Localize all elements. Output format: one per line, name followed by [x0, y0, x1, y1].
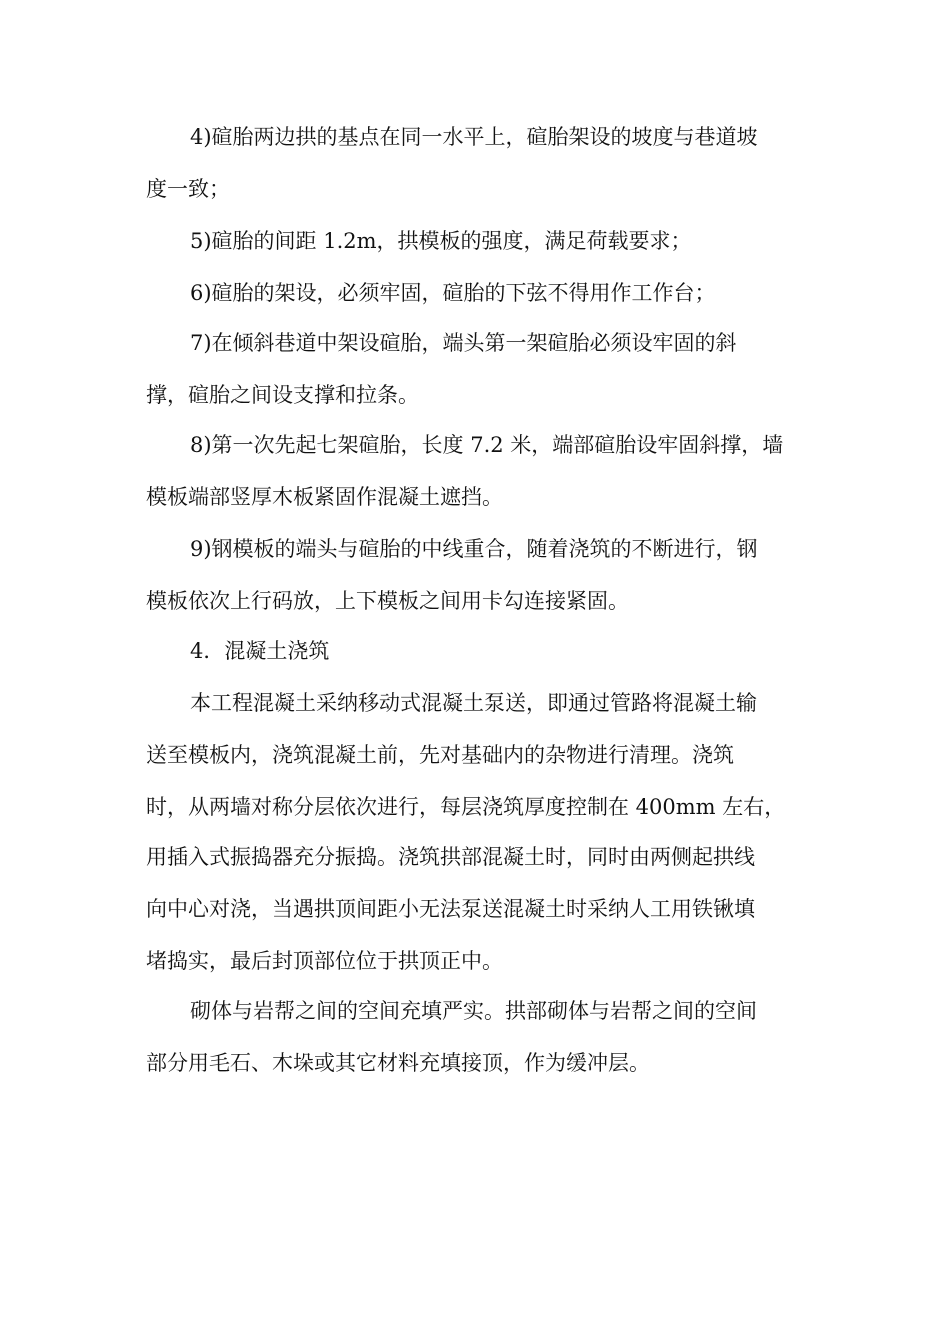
text-line-19: 部分用毛石、木垛或其它材料充填接顶，作为缓冲层。 [146, 1051, 650, 1075]
text-line-12: 本工程混凝土采纳移动式混凝土泵送，即通过管路将混凝土输 [190, 691, 757, 715]
text-line-9: 9)钢模板的端头与碹胎的中线重合，随着浇筑的不断进行，钢 [190, 537, 758, 561]
text-line-15: 用插入式振捣器充分振捣。浇筑拱部混凝土时，同时由两侧起拱线 [146, 845, 755, 869]
text-line-4: 6)碹胎的架设，必须牢固，碹胎的下弦不得用作工作台； [190, 281, 716, 305]
text-line-18: 砌体与岩帮之间的空间充填严实。拱部砌体与岩帮之间的空间 [190, 999, 757, 1023]
text-line-1: 4)碹胎两边拱的基点在同一水平上，碹胎架设的坡度与巷道坡 [190, 125, 758, 149]
text-line-8: 模板端部竖厚木板紧固作混凝土遮挡。 [146, 485, 503, 509]
text-line-10: 模板依次上行码放，上下模板之间用卡勾连接紧固。 [146, 589, 629, 613]
text-line-17: 堵捣实，最后封顶部位位于拱顶正中。 [146, 949, 503, 973]
text-line-6: 撑，碹胎之间设支撑和拉条。 [146, 383, 419, 407]
text-line-7: 8)第一次先起七架碹胎，长度 7.2 米，端部碹胎设牢固斜撑，墙 [190, 433, 784, 457]
text-line-16: 向中心对浇，当遇拱顶间距小无法泵送混凝土时采纳人工用铁锹填 [146, 897, 755, 921]
text-line-14: 时，从两墙对称分层依次进行，每层浇筑厚度控制在 400mm 左右， [146, 795, 786, 819]
text-line-3: 5)碹胎的间距 1.2m，拱模板的强度，满足荷载要求； [190, 229, 692, 253]
text-line-5: 7)在倾斜巷道中架设碹胎，端头第一架碹胎必须设牢固的斜 [190, 331, 737, 355]
text-line-2: 度一致； [146, 177, 230, 201]
section-heading: 4．混凝土浇筑 [190, 639, 330, 663]
text-line-13: 送至模板内，浇筑混凝土前，先对基础内的杂物进行清理。浇筑 [146, 743, 734, 767]
